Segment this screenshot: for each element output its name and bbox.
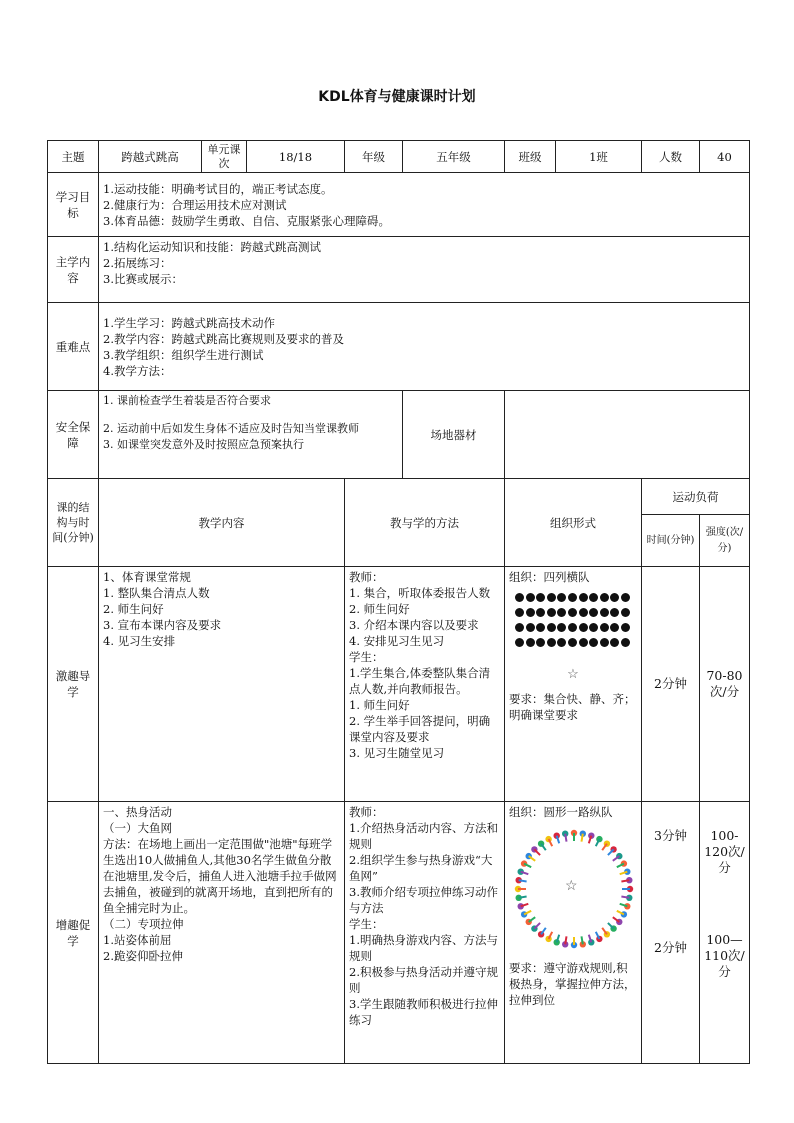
structure-header: 课的结构与时间(分钟) (48, 479, 99, 567)
student-arm (565, 834, 566, 842)
student-arm (519, 897, 527, 898)
section2-row (48, 802, 750, 1064)
section2-intensity-2: 100—110次/分 (704, 932, 745, 979)
student-arm (519, 880, 527, 881)
content-cell (99, 237, 750, 303)
student-arm (582, 936, 583, 944)
section1-method-line: 3. 介绍本课内容以及要求 (349, 618, 479, 632)
section1-content-line: 1、体育课堂常规 (103, 570, 191, 584)
section2-organization (505, 802, 642, 1064)
objective-item: 3.体育品德：鼓励学生勇敢、自信、克服紧张心理障碍。 (103, 213, 390, 228)
content-row (48, 237, 750, 303)
section1-label: 激趣导学 (48, 567, 99, 802)
lesson-plan-table (47, 140, 750, 1064)
section2-intensity (700, 802, 750, 1064)
keypoint-item: 3.教学组织：组织学生进行测试 (103, 347, 264, 362)
section1-content-line: 4. 见习生安排 (103, 634, 176, 648)
student-arm (621, 897, 629, 898)
section2-method-line: 3.教师介绍专项拉伸练习动作与方法 (349, 885, 498, 915)
objectives-row (48, 173, 750, 237)
count-value: 40 (700, 141, 750, 173)
section2-time (642, 802, 700, 1064)
keypoints-cell (99, 303, 750, 391)
safety-item: 2. 运动前中后如发生身体不适应及时告知当堂课教师 (103, 422, 359, 435)
count-label: 人数 (642, 141, 700, 173)
section1-organization (505, 567, 642, 802)
section1-time: 2分钟 (642, 567, 700, 802)
section1-method-line: 1.学生集合,体委整队集合清点人数,并向教师报告。 (349, 666, 491, 696)
section1-content-line: 3. 宣布本课内容及要求 (103, 618, 222, 632)
objective-item: 1.运动技能：明确考试目的，端正考试态度。 (103, 181, 333, 196)
intensity-header: 强度(次/分) (700, 515, 750, 567)
student-arm (621, 880, 629, 881)
page-title: KDL体育与健康课时计划 (318, 89, 476, 105)
section1-content-line: 1. 整队集合清点人数 (103, 586, 210, 600)
section1-method-line: 1. 集合，听取体委报告人数 (349, 586, 491, 600)
circle-formation (509, 824, 639, 954)
section1-method-line: 学生： (349, 650, 384, 664)
section2-label: 增趣促学 (48, 802, 99, 1064)
section1-row (48, 567, 750, 802)
section2-method-line: 1.介绍热身活动内容、方法和规则 (349, 821, 498, 851)
keypoints-label: 重难点 (48, 303, 99, 391)
section2-content-line: 2.跪姿仰卧拉伸 (103, 949, 183, 963)
section1-intensity: 70-80次/分 (700, 567, 750, 802)
content-item: 1.结构化运动知识和技能：跨越式跳高测试 (103, 240, 321, 254)
section1-method-line: 教师： (349, 570, 384, 584)
section2-content-line: 方法：在场地上画出一定范围做"池塘"每班学生选出10人做捕鱼人,其他30名学生做鱼分散在池塘里,发令后，捕鱼人进入池塘手拉手做网去捕鱼，被碰到的就离开场地，直到把所有的鱼全捕完时为止。 (103, 837, 337, 915)
section2-time-2: 2分钟 (654, 940, 687, 955)
grade-value: 五年级 (403, 141, 505, 173)
section2-method-line: 3.学生跟随教师积极进行拉伸练习 (349, 997, 498, 1027)
section2-content-line: （一）大鱼网 (103, 821, 172, 835)
section1-method-line: 2. 学生举手回答提问，明确课堂内容及要求 (349, 714, 491, 744)
teacher-star-icon: ☆ (567, 667, 579, 682)
venue-label: 场地器材 (403, 391, 505, 479)
safety-label: 安全保障 (48, 391, 99, 479)
topic-value: 跨越式跳高 (99, 141, 202, 173)
section2-intensity-1: 100-120次/分 (704, 828, 745, 875)
class-label: 班级 (505, 141, 556, 173)
section2-method-line: 2.组织学生参与热身游戏“大鱼网” (349, 853, 493, 883)
section1-content-line: 2. 师生问好 (103, 602, 164, 616)
objective-item: 2.健康行为：合理运用技术应对测试 (103, 197, 287, 212)
load-header: 运动负荷 (642, 479, 750, 515)
section1-org-requirement: 要求：集合快、静、齐；明确课堂要求 (509, 692, 636, 722)
safety-row (48, 391, 750, 479)
section1-method-line: 1. 师生问好 (349, 698, 410, 712)
time-header: 时间(分钟) (642, 515, 700, 567)
safety-cell (99, 391, 403, 479)
grade-label: 年级 (345, 141, 403, 173)
topic-label: 主题 (48, 141, 99, 173)
section1-content (99, 567, 345, 802)
section1-method-line: 3. 见习生随堂见习 (349, 746, 445, 760)
content-item: 2.拓展练习： (103, 256, 172, 270)
keypoints-row (48, 303, 750, 391)
student-arm (565, 936, 566, 944)
section2-org-title: 组织：圆形一路纵队 (509, 805, 613, 819)
keypoint-item: 4.教学方法： (103, 363, 172, 378)
keypoint-item: 2.教学内容：跨越式跳高比赛规则及要求的普及 (103, 331, 344, 346)
section2-time-1: 3分钟 (654, 828, 687, 843)
section1-methods (345, 567, 505, 802)
section2-method-line: 教师： (349, 805, 384, 819)
section1-method-line: 4. 安排见习生见习 (349, 634, 445, 648)
teacher-star-icon: ☆ (565, 878, 578, 894)
safety-item: 3. 如课堂突发意外及时按照应急预案执行 (103, 438, 304, 451)
content-item: 3.比赛或展示： (103, 272, 183, 286)
keypoint-item: 1.学生学习：跨越式跳高技术动作 (103, 315, 275, 330)
objectives-cell (99, 173, 750, 237)
safety-item: 1. 课前检查学生着装是否符合要求 (103, 394, 271, 407)
class-value: 1班 (556, 141, 642, 173)
section2-content-line: （二）专项拉伸 (103, 917, 184, 931)
organization-header: 组织形式 (505, 479, 642, 567)
section2-content (99, 802, 345, 1064)
section2-method-line: 学生： (349, 917, 384, 931)
objectives-label: 学习目标 (48, 173, 99, 237)
unit-label: 单元课次 (202, 141, 247, 173)
columns-row-1 (48, 479, 750, 515)
section1-method-line: 2. 师生问好 (349, 602, 410, 616)
section2-methods (345, 802, 505, 1064)
formation-dots (515, 593, 637, 647)
section2-content-line: 一、热身活动 (103, 805, 172, 819)
unit-value: 18/18 (247, 141, 345, 173)
student-arm (582, 834, 583, 842)
section1-org-title: 组织：四列横队 (509, 570, 590, 584)
venue-value (505, 391, 750, 479)
section2-method-line: 2.积极参与热身活动并遵守规则 (349, 965, 498, 995)
teaching-content-header: 教学内容 (99, 479, 345, 567)
section2-method-line: 1.明确热身游戏内容、方法与规则 (349, 933, 498, 963)
header-row (48, 141, 750, 173)
content-label: 主学内容 (48, 237, 99, 303)
section2-org-requirement: 要求：遵守游戏规则,积极热身，掌握拉伸方法，拉伸到位 (509, 961, 636, 1007)
methods-header: 教与学的方法 (345, 479, 505, 567)
section2-content-line: 1.站姿体前屈 (103, 933, 172, 947)
